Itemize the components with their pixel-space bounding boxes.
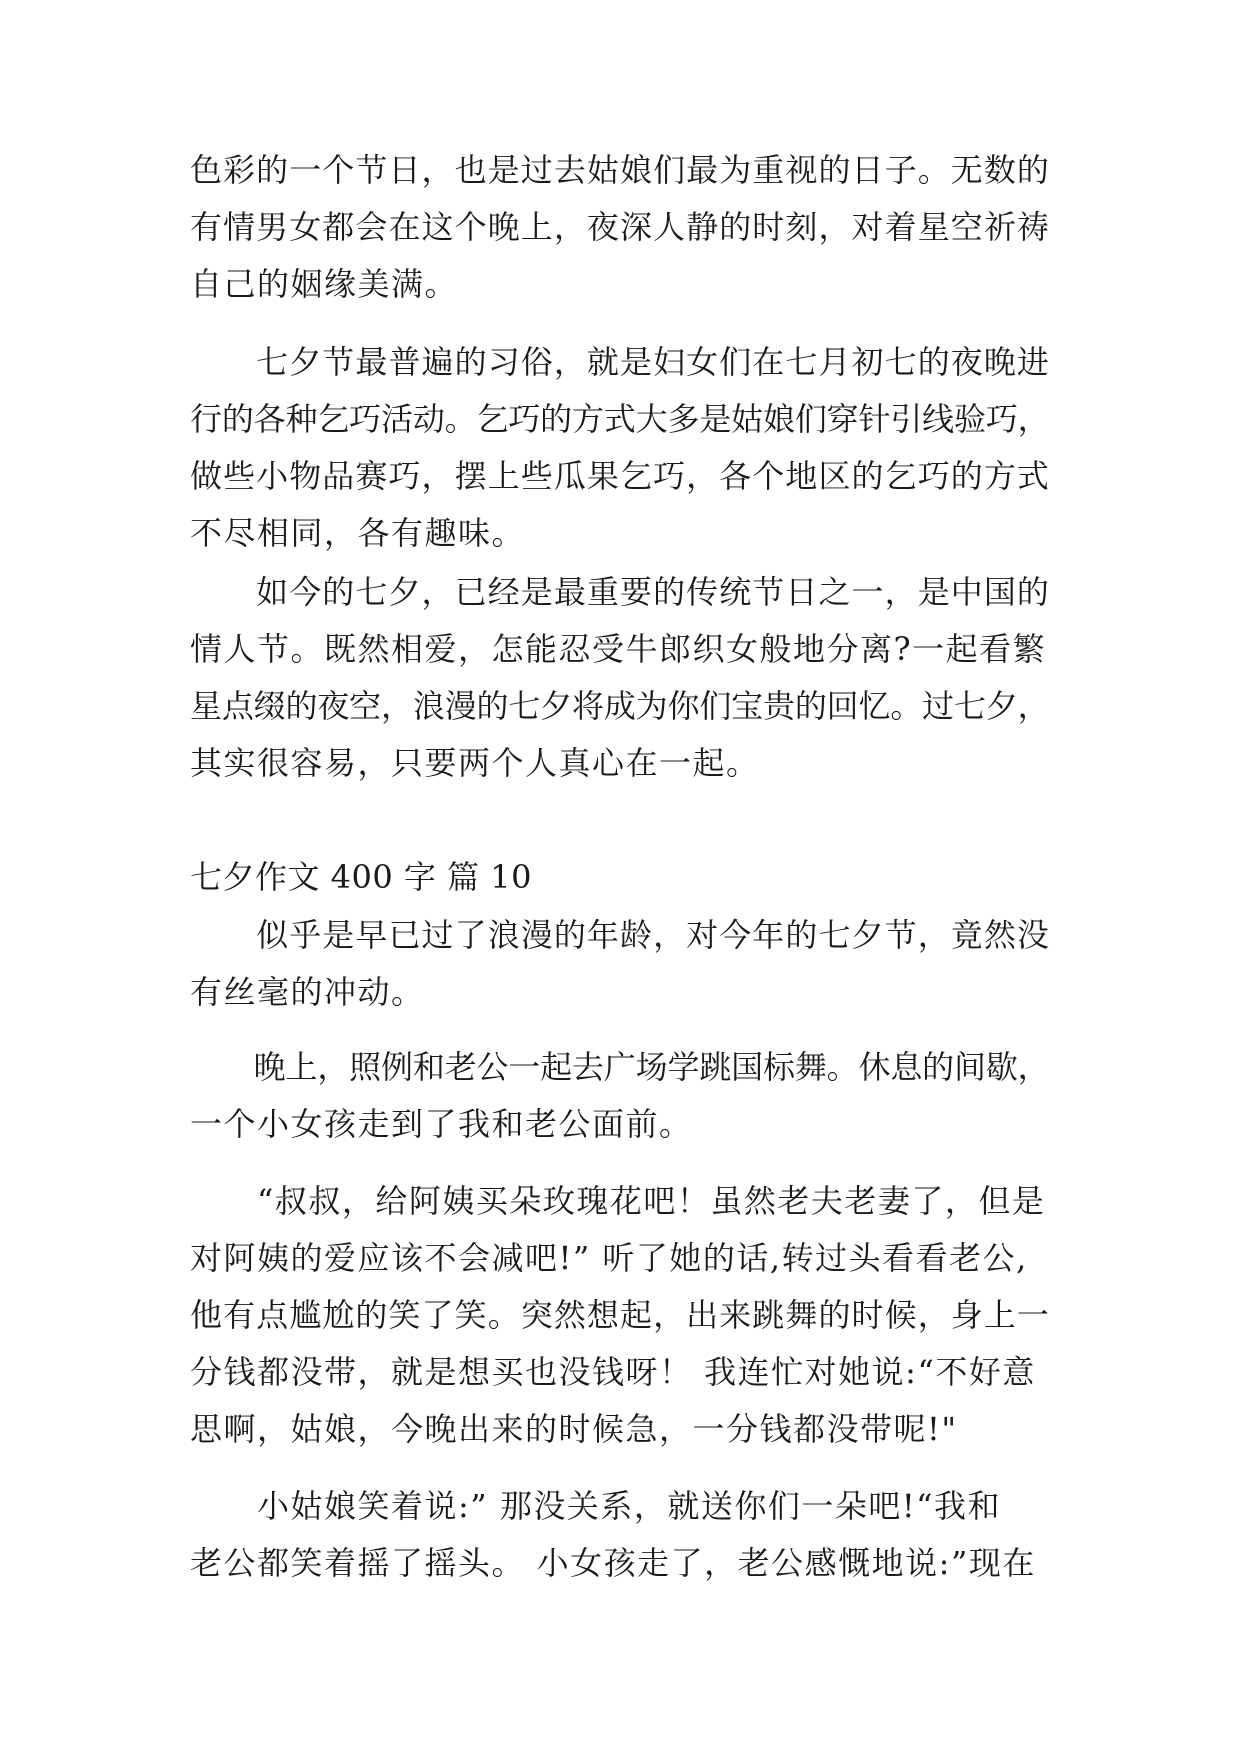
text-line: 分钱都没带，就是想买也没钱呀！ 我连忙对她说:“不好意 <box>190 1353 1036 1391</box>
text-line: 星点缀的夜空，浪漫的七夕将成为你们宝贵的回忆。过七夕， <box>190 687 1050 725</box>
text-line: 有丝毫的冲动。 <box>190 973 425 1011</box>
text-line: 思啊，姑娘，今晚出来的时候急，一分钱都没带呢!" <box>190 1410 958 1448</box>
text-line: 晚上，照例和老公一起去广场学跳国标舞。休息的间歇， <box>190 1048 1050 1086</box>
text-line: 不尽相同，各有趣味。 <box>190 514 526 552</box>
text-line: 对阿姨的爱应该不会减吧!” 听了她的话,转过头看看老公, <box>190 1239 1028 1277</box>
text-line: “叔叔，给阿姨买朵玫瑰花吧！虽然老夫老妻了，但是 <box>190 1182 1046 1220</box>
text-line: 如今的七夕，已经是最重要的传统节日之一，是中国的 <box>190 573 1051 611</box>
text-line: 有情男女都会在这个晚上，夜深人静的时刻，对着星空祈祷 <box>190 208 1051 246</box>
text-line: 小姑娘笑着说:” 那没关系，就送你们一朵吧!“我和 <box>190 1487 1002 1525</box>
text-line: 一个小女孩走到了我和老公面前。 <box>190 1105 693 1143</box>
text-line: 其实很容易，只要两个人真心在一起。 <box>190 744 760 782</box>
text-line: 色彩的一个节日，也是过去姑娘们最为重视的日子。无数的 <box>190 151 1051 189</box>
text-line: 七夕节最普遍的习俗，就是妇女们在七月初七的夜晚进 <box>190 343 1051 381</box>
text-line: 自己的姻缘美满。 <box>190 265 459 303</box>
text-line: 情人节。既然相爱，怎能忍受牛郎织女般地分离?一起看繁 <box>190 630 1047 668</box>
text-line: 老公都笑着摇了摇头。 小女孩走了，老公感慨地说:”现在 <box>190 1544 1036 1582</box>
text-line: 做些小物品赛巧，摆上些瓜果乞巧，各个地区的乞巧的方式 <box>190 457 1051 495</box>
text-line: 他有点尴尬的笑了笑。突然想起，出来跳舞的时候，身上一 <box>190 1296 1051 1334</box>
section-heading: 七夕作文 400 字 篇 10 <box>190 858 532 896</box>
text-line: 行的各种乞巧活动。乞巧的方式大多是姑娘们穿针引线验巧， <box>190 400 1050 438</box>
text-line: 似乎是早已过了浪漫的年龄，对今年的七夕节，竟然没 <box>190 916 1051 954</box>
